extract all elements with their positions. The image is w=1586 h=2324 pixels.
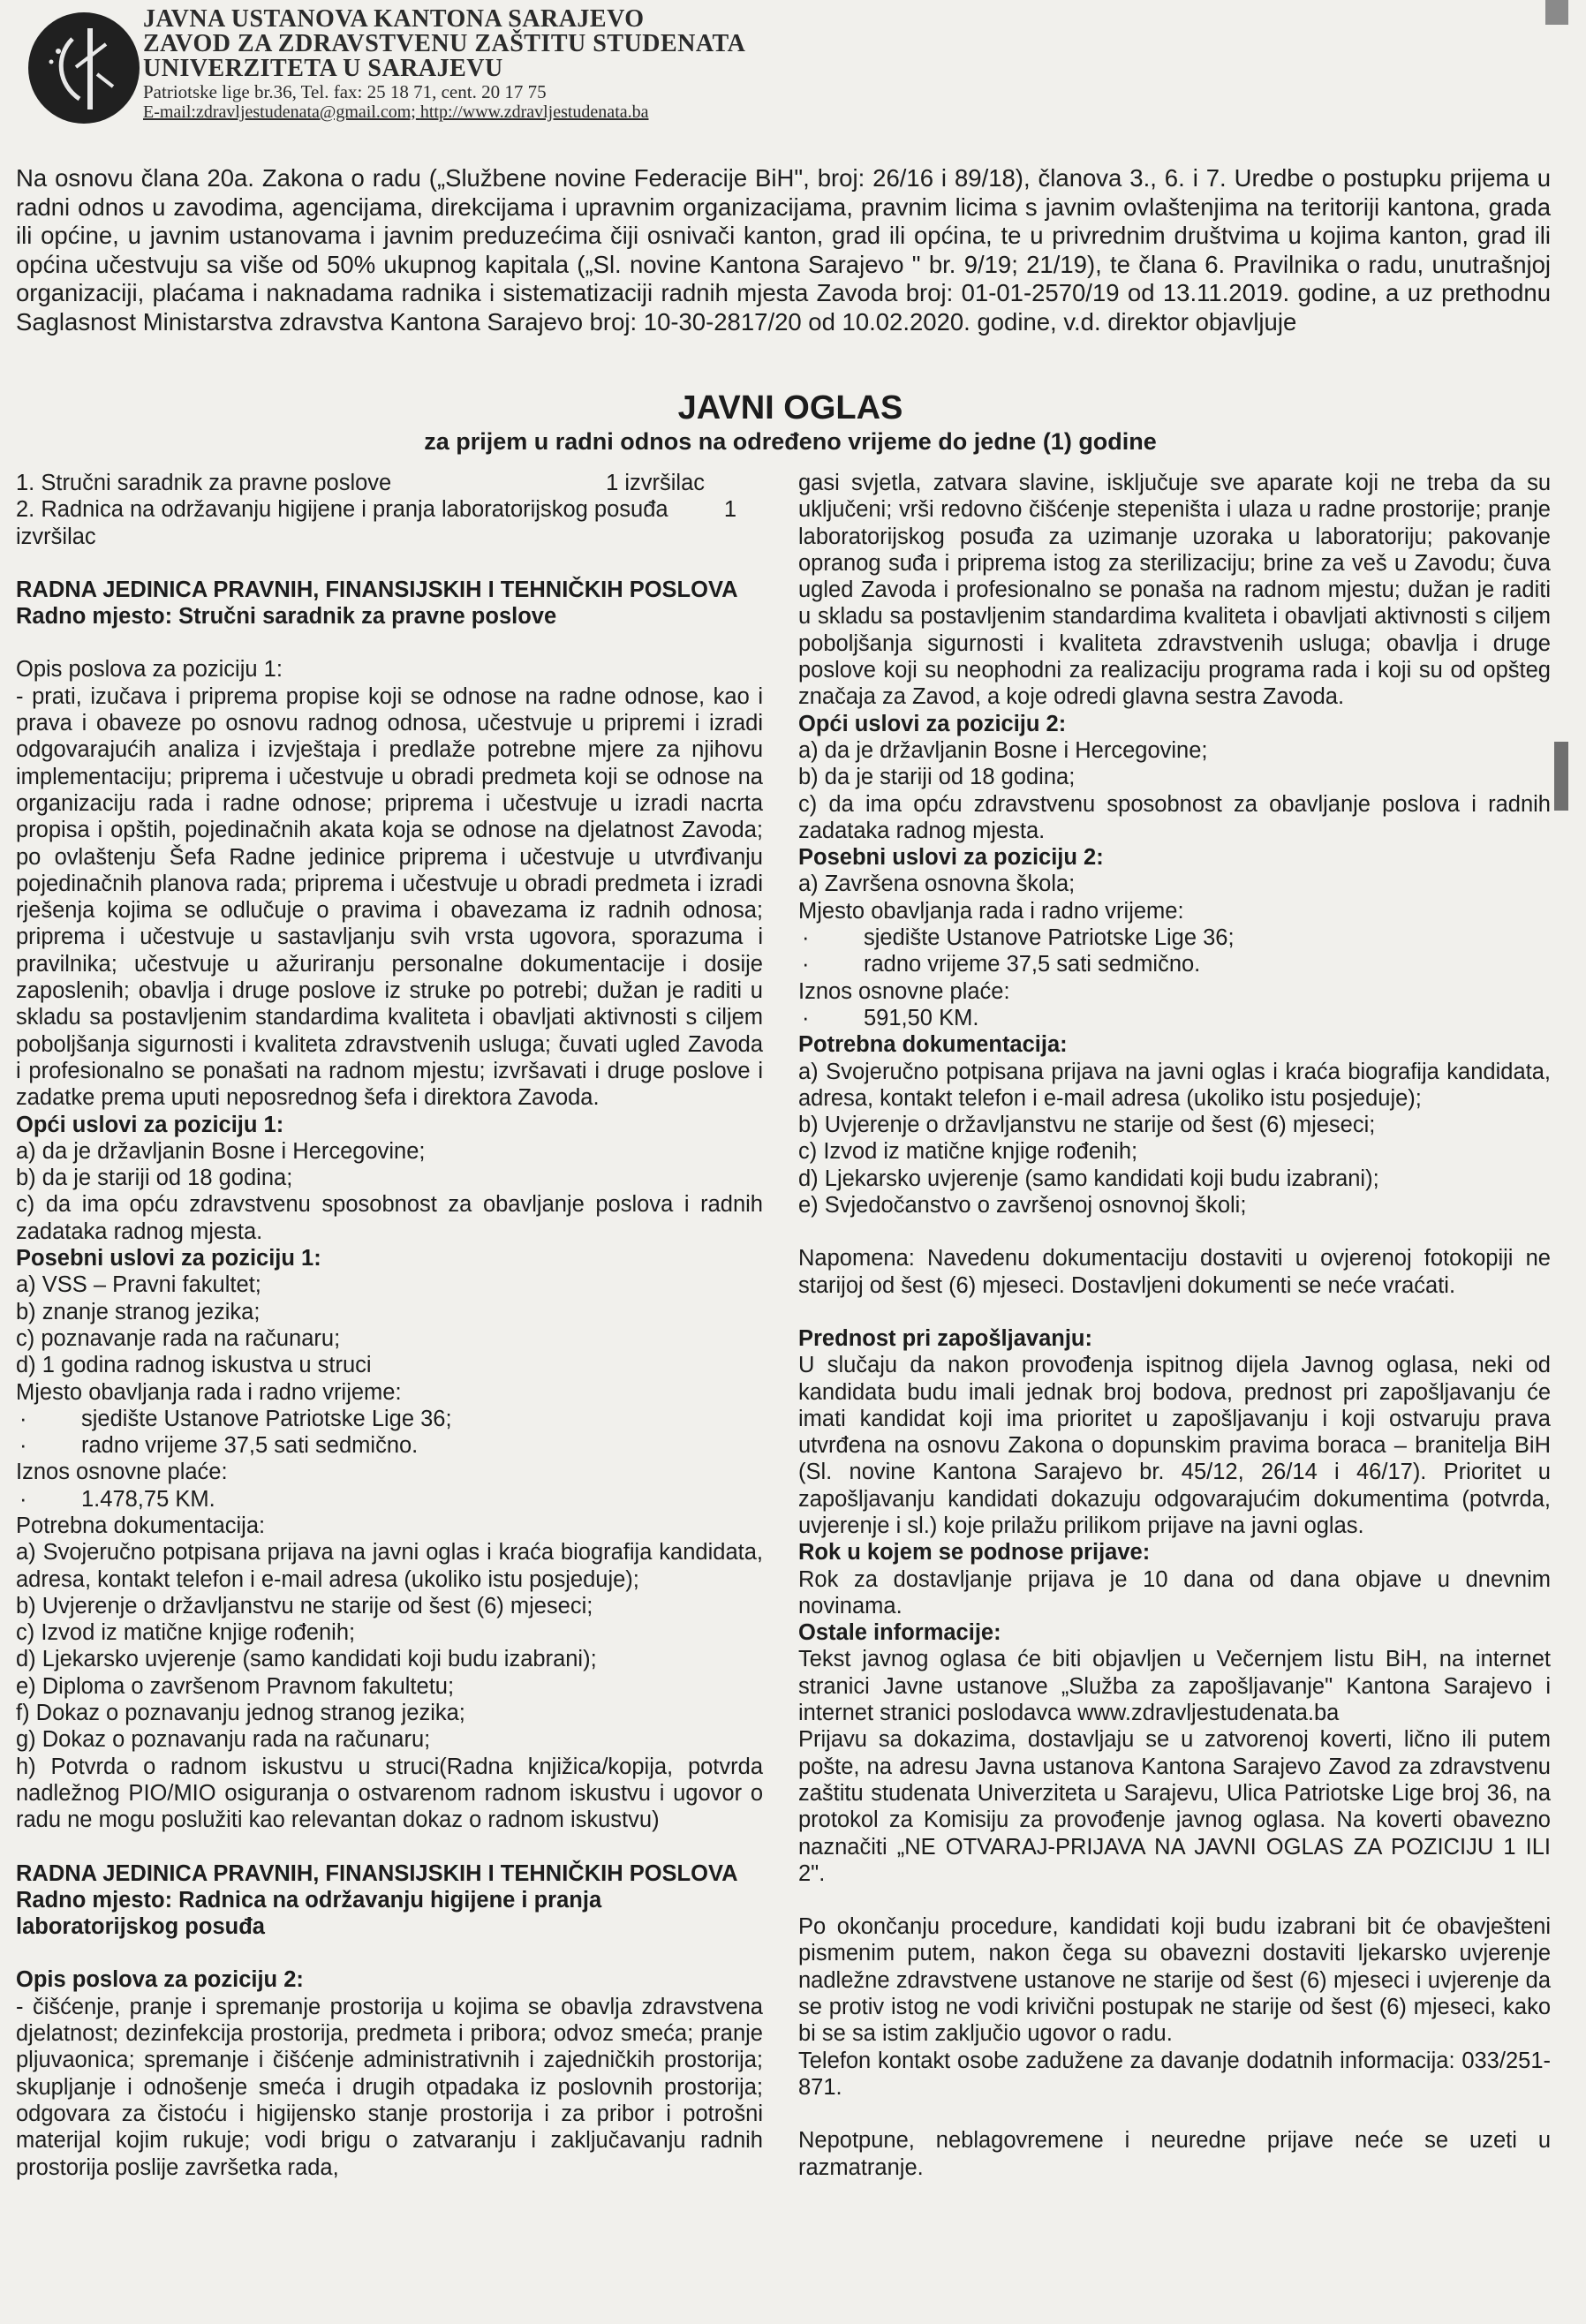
pos1-place-1: sjedište Ustanove Patriotske Lige 36; [81, 1406, 452, 1431]
pos2-doc-e: e) Svjedočanstvo o završenoj osnovnoj školi; [798, 1193, 1247, 1219]
pos2-doc-b: b) Uvjerenje o državljanstvu ne starije od šest (6) mjeseci; [798, 1113, 1376, 1138]
pos1-docs-heading: Potrebna dokumentacija: [16, 1513, 266, 1538]
intro-paragraph: Na osnovu člana 20a. Zakona o radu („Službene novine Federacije BiH", broj: 26/16 i 89/18), članova 3., 6. i 7. Uredbe o postupku prijema u radni odnos u zavodima, agencijama, direkcijama i upravnim organizacijama, pravnim licima s javnim ovlaštenjima na teritoriji kantona, grada ili općine, u javnim ustanovama i javnim preduzećima čiji osnivači kanton, grad ili općina, te u privrednim društvima u kojima kanton, grad ili općina učestvuju sa više od 50% ukupnog kapitala („Sl. novine Kantona Sarajevo " br. 9/19; 21/19), te člana 6. Pravilnika o radu, unutrašnjoj organizaciji, plaćama i naknadama radnika i sistematizaciji radnih mjesta Zavoda broj: 01-01-2570/19 od 13.11.2019. godine, a uz prethodnu Saglasnost Ministarstva zdravstva Kantona Sarajevo broj: 10-30-2817/20 od 10.02.2020. godine, v.d. direktor objavljuje [16, 164, 1551, 336]
pos1-unit: RADNA JEDINICA PRAVNIH, FINANSIJSKIH I TEHNIČKIH POSLOVA [16, 577, 738, 602]
pos1-general-c: c) da ima opću zdravstvenu sposobnost za obavljanje poslova i radnih zadataka radnog mjesta. [16, 1192, 763, 1244]
pos2-doc-c: c) Izvod iz matične knjige rođenih; [798, 1139, 1138, 1165]
page-corner-mark [1545, 0, 1568, 25]
header-email[interactable]: E-mail:zdravljestudenata@gmail.com; [143, 102, 416, 122]
other-info-2: Prijavu sa dokazima, dostavljaju se u zatvorenoj koverti, lično ili putem pošte, na adresu Javna ustanova Kantona Sarajevo Zavod za zdravstvenu zaštitu studenata Univerziteta u Sarajevu, Ulica Patriotske Lige broj 36, na protokol za Komisiju za provođenje javnog oglasa. Na koverti obavezno naznačiti „NE OTVARAJ-PRIJAVA NA JAVNI OGLAS ZA POZICIJU 1 ILI 2". [798, 1727, 1551, 1886]
pos1-doc-a: a) Svojeručno potpisana prijava na javni oglas i kraća biografija kandidata, adresa, kontakt telefon i e-mail adresa (ukoliko istu posjeduje); [16, 1540, 763, 1592]
bullet-icon: · [802, 1005, 810, 1030]
pos1-special-heading: Posebni uslovi za poziciju 1: [16, 1246, 321, 1271]
pos2-general-heading: Opći uslovi za poziciju 2: [798, 711, 1067, 736]
pos1-general-a: a) da je državljanin Bosne i Hercegovine; [16, 1138, 426, 1164]
position-1-name: 1. Stručni saradnik za pravne poslove [16, 471, 392, 495]
list-item [798, 924, 1551, 951]
list-item [16, 1432, 763, 1459]
pos2-place-2: radno vrijeme 37,5 sati sedmično. [864, 952, 1201, 977]
header-contacts [143, 102, 745, 122]
pos2-pay-heading: Iznos osnovne plaće: [798, 978, 1010, 1004]
pos1-doc-b: b) Uvjerenje o državljanstvu ne starije od šest (6) mjeseci; [16, 1593, 593, 1618]
pos1-doc-c: c) Izvod iz matične knjige rođenih; [16, 1620, 356, 1646]
other-info-heading: Ostale informacije: [798, 1620, 1001, 1646]
list-item [798, 1005, 1551, 1031]
institution-header [143, 7, 745, 122]
priority-heading: Prednost pri zapošljavanju: [798, 1325, 1092, 1351]
header-line-2: ZAVOD ZA ZDRAVSTVENU ZAŠTITU STUDENATA [143, 30, 746, 57]
deadline-text: Rok za dostavljanje prijava je 10 dana od dana objave u dnevnim novinama. [798, 1566, 1551, 1618]
position-2-count: 1 [723, 497, 736, 523]
list-item [798, 951, 1551, 977]
pos2-description-right: gasi svjetla, zatvara slavine, isključuje sve aparate koji ne treba da su uključeni; vrši redovno čišćenje stepeništa i ulaza u radne prostorije; pranje laboratorijskog posuđa za uzimanje uzoraka u laboratoriju; pakovanje opranog suđa i priprema istog za sterilizaciju; brine za veš u Zavodu; čuva ugled Zavoda i profesionalno se ponaša na radnom mjestu; dužan je raditi u skladu sa postavljenim standardima kvaliteta i obavljati aktivnosti s ciljem poboljšanja sigurnosti i kvaliteta zdravstvenih usluga; obavlja i druge poslove koji su neophodni za realizaciju programa rada i koji su od opšteg značaja za Zavod, a koje odredi glavna sestra Zavoda. [798, 471, 1551, 710]
left-column [16, 470, 763, 2181]
pos2-place-heading: Mjesto obavljanja rada i radno vrijeme: [798, 898, 1184, 924]
pos2-docs-heading: Potrebna dokumentacija: [798, 1032, 1068, 1058]
right-column [798, 470, 1551, 2181]
newspaper-page [12, 0, 1568, 2324]
bullet-icon: · [19, 1406, 27, 1431]
documents-note: Napomena: Navedenu dokumentaciju dostaviti u ovjerenoj fotokopiji ne starijoj od šest (6) mjeseci. Dostavljeni dokumenti se neće vraćati. [798, 1246, 1551, 1298]
pos1-doc-g: g) Dokaz o poznavanju rada na računaru; [16, 1727, 431, 1753]
pos1-general-heading: Opći uslovi za poziciju 1: [16, 1112, 284, 1137]
pos1-special-c: c) poznavanje rada na računaru; [16, 1325, 341, 1351]
pos2-job: Radno mjesto: Radnica na održavanju higijene i pranja laboratorijskog posuđa [16, 1887, 602, 1940]
subtitle-text: za prijem u radni odnos na određeno vrijeme do jedne (1) godine [424, 428, 1157, 455]
pos2-general-b: b) da je stariji od 18 godina; [798, 765, 1076, 790]
announcement-title [12, 389, 1568, 456]
position-2-count-cont: izvršilac [16, 524, 96, 549]
title-text: JAVNI OGLAS [677, 389, 903, 426]
logo-emblem-icon [28, 12, 140, 124]
pos2-desc-heading: Opis poslova za poziciju 2: [16, 1967, 304, 1993]
pos1-pay-heading: Iznos osnovne plaće: [16, 1460, 228, 1485]
deadline-heading: Rok u kojem se podnose prijave: [798, 1540, 1151, 1566]
pos1-doc-e: e) Diploma o završenom Pravnom fakultetu; [16, 1673, 455, 1699]
pos2-special-heading: Posebni uslovi za poziciju 2: [798, 845, 1104, 871]
position-2-name: 2. Radnica na održavanju higijene i pranja laboratorijskog posuđa [16, 497, 668, 523]
header-address: Patriotske lige br.36, Tel. fax: 25 18 71, cent. 20 17 75 [143, 81, 547, 102]
header-line-1: JAVNA USTANOVA KANTONA SARAJEVO [143, 5, 645, 33]
pos1-general-b: b) da je stariji od 18 godina; [16, 1166, 293, 1191]
pos1-description: - prati, izučava i priprema propise koji se odnose na radne odnose, kao i prava i obaveze po osnovu radnog odnosa, učestvuje u pripremi i izradi odgovarajućih analiza i izvještaja i predlaže potrebne mjere za njihovu implementaciju; priprema i učestvuje u obradi predmeta koji se odnose na organizaciju rada i radne odnose; priprema i učestvuje u izradi nacrta propisa i opštih, pojedinačnih akata koja se odnose na djelatnost Zavoda; po ovlaštenju Šefa Radne jedinice priprema i učestvuje u utvrđivanju pojedinačnih planova rada; priprema i učestvuje u obradi predmeta i izradi rješenja kojima se odlučuje o pravima i obavezama iz radnih odnosa; priprema i učestvuje u sastavljanju svih vrsta ugovora, sporazuma i pravilnika; učestvuje u ažuriranju personalne dokumentacije i dosije zaposlenih; obavlja i druge poslove iz struke po potrebi; dužan je raditi u skladu sa postavljenim standardima kvaliteta i obavljati aktivnosti s ciljem poboljšanja sigurnosti i kvaliteta zdravstvenih usluga; čuvati ugled Zavoda i profesionalno se ponašati na radnom mjestu; izvršavati i druge poslove i zadatke prema uputi neposrednog šefa i direktora Zavoda. [16, 683, 763, 1111]
contact-phone-text: Telefon kontakt osobe zadužene za davanje dodatnih informacija: 033/251-871. [798, 2048, 1551, 2100]
pos1-special-b: b) znanje stranog jezika; [16, 1299, 261, 1324]
header-line-3: UNIVERZITETA U SARAJEVU [143, 55, 503, 82]
position-1-count: 1 izvršilac [606, 471, 705, 495]
pos1-desc-heading: Opis poslova za poziciju 1: [16, 657, 283, 683]
institution-logo [28, 12, 140, 124]
position-2-line [16, 496, 763, 523]
position-1-line [16, 470, 763, 496]
other-info-1: Tekst javnog oglasa će biti objavljen u Večernjem listu BiH, na internet stranici Javne ustanove „Služba za zapošljavanje" Kantona Sarajevo i internet stranici poslodavca www.zdravljestudenata.ba [798, 1647, 1551, 1726]
list-item [16, 1406, 763, 1432]
pos1-doc-f: f) Dokaz o poznavanju jednog stranog jezika; [16, 1701, 465, 1726]
pos2-doc-a: a) Svojeručno potpisana prijava na javni oglas i kraća biografija kandidata, adresa, kontakt telefon i e-mail adresa (ukoliko istu posjeduje); [798, 1059, 1551, 1111]
pos2-general-c: c) da ima opću zdravstvenu sposobnost za obavljanje poslova i radnih zadataka radnog mjesta. [798, 791, 1551, 843]
header-web[interactable]: http://www.zdravljestudenata.ba [419, 102, 649, 122]
pos2-doc-d: d) Ljekarsko uvjerenje (samo kandidati koji budu izabrani); [798, 1166, 1379, 1191]
bullet-icon: · [19, 1486, 27, 1512]
pos2-pay: 591,50 KM. [864, 1005, 979, 1030]
closing-text: Nepotpune, neblagovremene i neuredne prijave neće se uzeti u razmatranje. [798, 2128, 1551, 2180]
pos1-place-heading: Mjesto obavljanja rada i radno vrijeme: [16, 1379, 402, 1405]
pos2-unit: RADNA JEDINICA PRAVNIH, FINANSIJSKIH I TEHNIČKIH POSLOVA [16, 1860, 738, 1886]
pos1-doc-h: h) Potvrda o radnom iskustvu u struci(Radna knjižica/kopija, potvrda nadležnog PIO/MIO osiguranja o ostvarenom radnom iskustvu i ugovor o radu ne mogu poslužiti kao relevantan dokaz o radnom iskustvu) [16, 1754, 763, 1833]
list-item [16, 1486, 763, 1513]
pos1-place-2: radno vrijeme 37,5 sati sedmično. [81, 1433, 419, 1459]
priority-text: U slučaju da nakon provođenja ispitnog dijela Javnog oglasa, neki od kandidata budu imali jednak broj bodova, prednost pri zapošljavanju će imati kandidat koji ima prioritet u zapošljavanju i koji ostvaruju prava utvrđena na osnovu Zakona o dopunskim pravima boraca – branitelja BiH (Sl. novine Kantona Sarajevo br. 45/12, 26/14 i 46/17). Prioritet u zapošljavanju kandidati dokazuju odgovarajućim dokumentima (potvrda, uvjerenje i sl.) koje prilažu prilikom prijave na javni oglas. [798, 1353, 1551, 1538]
pos1-special-a: a) VSS – Pravni fakultet; [16, 1272, 261, 1298]
page-side-mark [1554, 742, 1568, 811]
after-procedure-text: Po okončanju procedure, kandidati koji budu izabrani bit će obavješteni pismenim putem, nakon čega su obavezni dostaviti ljekarsko uvjerenje nadležne zdravstvene ustanove ne starije od šest (6) mjeseci i uvjerenje da se protiv istog ne vodi krivični postupak ne starije od šest (6) mjeseci, kako bi se sa istim zaključio ugovor o radu. [798, 1914, 1551, 2047]
pos2-place-1: sjedište Ustanove Patriotske Lige 36; [864, 925, 1235, 951]
pos1-pay: 1.478,75 KM. [81, 1486, 215, 1512]
bullet-icon: · [802, 925, 810, 951]
pos1-job: Radno mjesto: Stručni saradnik za pravne poslove [16, 604, 557, 630]
pos2-description-left: - čišćenje, pranje i spremanje prostorija u kojima se obavlja zdravstvena djelatnost; dezinfekcija prostorija, predmeta i pribora; odvoz smeća; pranje pljuvaonica; spremanje i čišćenje administrativnih i zajedničkih prostorija; skupljanje i odnošenje smeća i drugih otpadaka iz poslovnih prostorija; odgovara za čistoću i higijensko stanje prostorija i za pribor i potrošni materijal kojim rukuje; vodi brigu o zatvaranju i zaključavanju radnih prostorija poslije završetka rada, [16, 1994, 763, 2180]
pos2-general-a: a) da je državljanin Bosne i Hercegovine; [798, 737, 1208, 763]
bullet-icon: · [19, 1433, 27, 1459]
pos1-doc-d: d) Ljekarsko uvjerenje (samo kandidati koji budu izabrani); [16, 1647, 597, 1672]
pos1-special-d: d) 1 godina radnog iskustva u struci [16, 1353, 372, 1378]
bullet-icon: · [802, 952, 810, 977]
pos2-special-a: a) Završena osnovna škola; [798, 872, 1076, 897]
